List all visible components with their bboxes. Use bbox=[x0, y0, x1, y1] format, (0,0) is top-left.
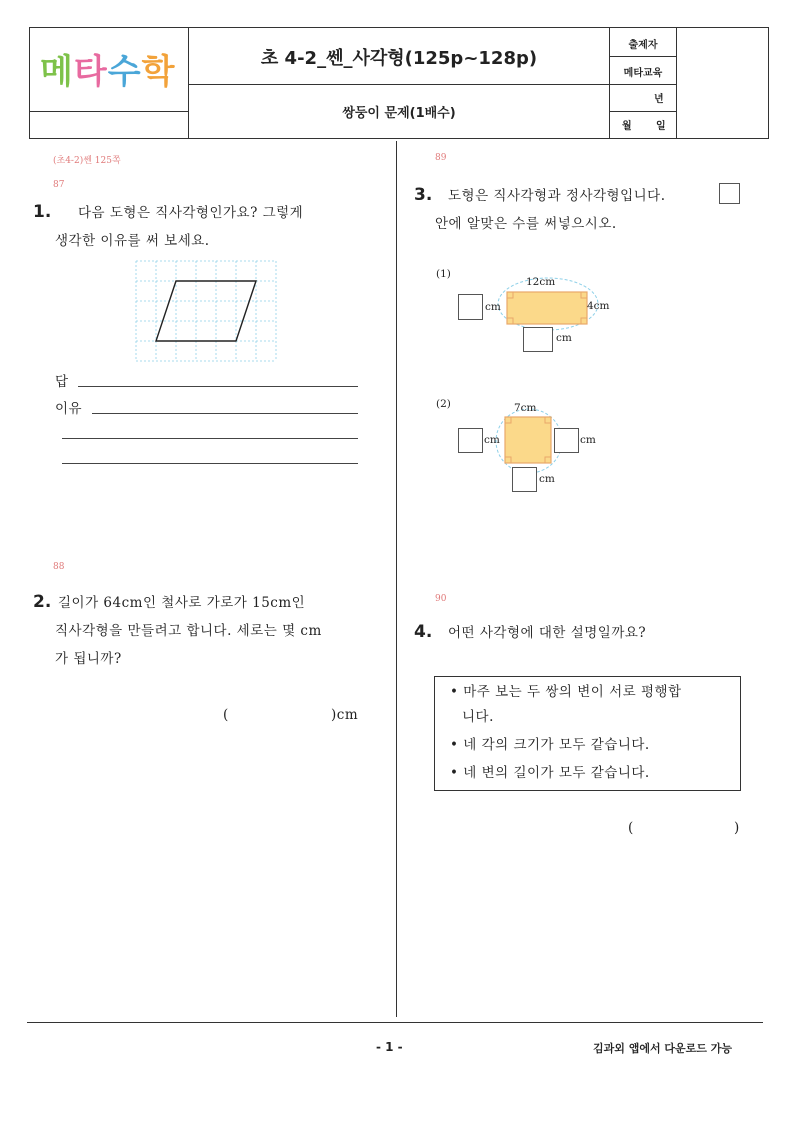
source-ref: (초4-2)쎈 125쪽 bbox=[53, 156, 121, 166]
column-divider bbox=[396, 141, 397, 1017]
blank-box-icon bbox=[719, 183, 740, 204]
bullet-item: • 네 변의 길이가 모두 같습니다. bbox=[450, 765, 650, 781]
q4-ref: 90 bbox=[435, 594, 447, 604]
author-name: 메타교육 bbox=[623, 68, 663, 79]
footer-rule bbox=[27, 1022, 763, 1023]
page-title: 초 4-2_쎈_사각형(125p~128p) bbox=[260, 48, 538, 69]
q3-sub1-top-length: 12cm bbox=[526, 276, 556, 288]
q4-paren-open: ( bbox=[628, 820, 634, 836]
page-subtitle: 쌍둥이 문제(1배수) bbox=[342, 106, 456, 121]
unit-label: cm bbox=[539, 473, 555, 485]
answer-box[interactable] bbox=[523, 327, 553, 352]
header-divider bbox=[188, 27, 189, 139]
q1-answer-label: 답 bbox=[55, 374, 69, 390]
unit-label: cm bbox=[580, 434, 596, 446]
q2-text: 길이가 64cm인 철사로 가로가 15cm인 bbox=[58, 595, 306, 611]
logo-char: 수 bbox=[107, 52, 142, 92]
q3-number: 3. bbox=[414, 185, 433, 205]
q2-text: 가 됩니까? bbox=[55, 651, 122, 667]
logo-char: 타 bbox=[73, 52, 108, 92]
page-number: - 1 - bbox=[376, 1040, 403, 1054]
bullet-text: 네 변의 길이가 모두 같습니다. bbox=[463, 765, 650, 781]
unit-label: cm bbox=[484, 434, 500, 446]
year-label: 년 bbox=[654, 94, 664, 105]
q3-sub2-label: (2) bbox=[436, 398, 451, 410]
header-divider bbox=[29, 111, 189, 112]
bullet-item-continued: 니다. bbox=[462, 709, 494, 725]
q3-sub2-top-length: 7cm bbox=[514, 402, 537, 414]
q1-ref: 87 bbox=[53, 180, 65, 190]
q3-sub1-right-length: 4cm bbox=[587, 300, 610, 312]
logo bbox=[40, 44, 175, 93]
unit-label: cm bbox=[556, 332, 572, 344]
q1-reason-label: 이유 bbox=[55, 401, 83, 417]
logo-char: 메 bbox=[40, 52, 74, 92]
header-divider bbox=[188, 84, 677, 85]
answer-box[interactable] bbox=[512, 467, 537, 492]
answer-line[interactable] bbox=[78, 386, 358, 387]
logo-char: 학 bbox=[141, 52, 176, 92]
parallelogram-shape bbox=[156, 281, 256, 341]
grid-parallelogram-figure bbox=[135, 260, 277, 362]
month-label: 월 bbox=[622, 121, 632, 132]
reason-line[interactable] bbox=[92, 413, 358, 414]
q1-text: 생각한 이유를 써 보세요. bbox=[55, 233, 210, 249]
author-label: 출제자 bbox=[628, 40, 658, 51]
q4-paren-close: ) bbox=[734, 820, 740, 836]
q4-number: 4. bbox=[414, 622, 433, 642]
bullet-text: 마주 보는 두 쌍의 변이 서로 평행합 bbox=[463, 684, 682, 700]
q2-ref: 88 bbox=[53, 562, 65, 572]
q3-text: 도형은 직사각형과 정사각형입니다. bbox=[448, 188, 666, 204]
bullet-text: 네 각의 크기가 모두 같습니다. bbox=[463, 737, 650, 753]
q2-paren-close: )cm bbox=[331, 707, 359, 723]
q2-paren-open: ( bbox=[223, 707, 229, 723]
q4-text: 어떤 사각형에 대한 설명일까요? bbox=[448, 625, 647, 641]
answer-box[interactable] bbox=[458, 294, 483, 320]
answer-box[interactable] bbox=[554, 428, 579, 453]
header-divider bbox=[609, 56, 677, 57]
q2-number: 2. bbox=[33, 592, 52, 612]
q2-text: 직사각형을 만들려고 합니다. 세로는 몇 cm bbox=[55, 623, 322, 639]
reason-line[interactable] bbox=[62, 438, 358, 439]
unit-label: cm bbox=[485, 301, 501, 313]
q1-number: 1. bbox=[33, 202, 52, 222]
bullet-item: • 네 각의 크기가 모두 같습니다. bbox=[450, 737, 650, 753]
answer-box[interactable] bbox=[458, 428, 483, 453]
header-divider bbox=[609, 111, 677, 112]
q3-text: 안에 알맞은 수를 써넣으시오. bbox=[435, 216, 617, 232]
q1-text: 다음 도형은 직사각형인가요? 그렇게 bbox=[78, 205, 304, 221]
q3-ref: 89 bbox=[435, 153, 447, 163]
day-label: 일 bbox=[656, 121, 666, 132]
footer-note: 김과외 앱에서 다운로드 가능 bbox=[593, 1042, 732, 1055]
reason-line[interactable] bbox=[62, 463, 358, 464]
q3-sub1-label: (1) bbox=[436, 268, 451, 280]
bullet-item: • 마주 보는 두 쌍의 변이 서로 평행합 bbox=[450, 684, 682, 700]
